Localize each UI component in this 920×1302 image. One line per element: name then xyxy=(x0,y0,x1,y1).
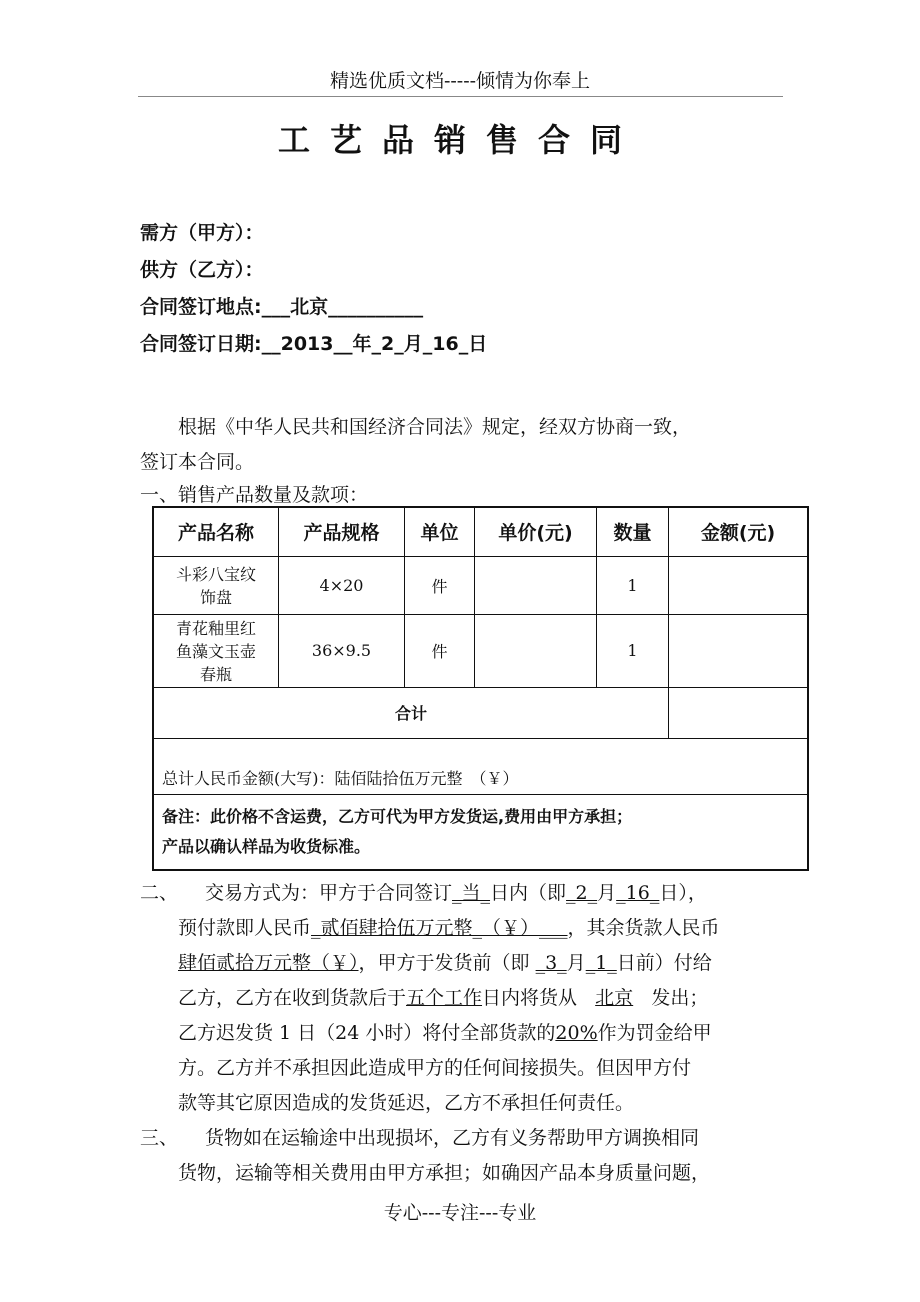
cell-spec: 36×9.5 xyxy=(279,614,405,687)
date-day-unit: 日 xyxy=(468,333,488,355)
page-footer: 专心---专注---专业 xyxy=(383,1202,537,1224)
cell-product-name xyxy=(153,556,279,614)
section2-line-4 xyxy=(178,983,708,1010)
section2-line-6: 方。乙方并不承担因此造成甲方的任何间接损失。但因甲方付 xyxy=(178,1057,692,1079)
underlined-value: _当_ xyxy=(452,882,491,904)
text-span: 日内（即 xyxy=(490,882,567,904)
text-span: ，甲方于发货前（即 xyxy=(358,952,530,974)
col-header-spec: 产品规格 xyxy=(279,507,405,556)
text-span: 日内将货从 xyxy=(482,987,578,1009)
date-line xyxy=(140,329,487,356)
underlined-value: _16_ xyxy=(616,882,660,904)
buyer-line xyxy=(140,218,264,245)
product-name-line: 春瓶 xyxy=(199,665,232,684)
page-header: 精选优质文档-----倾情为你奉上 xyxy=(329,70,591,92)
total-amount-text: 总计人民币金额(大写)：陆佰陆拾伍万元整 （￥） xyxy=(153,738,808,794)
underlined-value: 20% xyxy=(555,1022,598,1044)
section2-number: 二、 xyxy=(140,882,179,904)
col-header-amount: 金额(元) xyxy=(669,507,809,556)
underlined-value: 北京 xyxy=(595,987,634,1009)
underlined-value: _贰佰肆拾伍万元整_（￥）___ xyxy=(311,917,568,939)
cell-amount xyxy=(669,556,809,614)
underlined-value: 五个工作 xyxy=(406,987,483,1009)
total-row xyxy=(153,738,808,794)
col-header-unit: 单位 xyxy=(405,507,475,556)
table-row xyxy=(153,614,808,687)
underlined-value: 肆佰贰拾万元整（￥） xyxy=(178,952,359,974)
header-divider xyxy=(138,96,783,97)
text-span: 乙方，乙方在收到货款后于 xyxy=(178,987,407,1009)
cell-qty: 1 xyxy=(597,614,669,687)
seller-line xyxy=(140,255,264,282)
cell-unit: 件 xyxy=(405,556,475,614)
date-year-unit: 年 xyxy=(352,333,372,355)
col-header-price: 单价(元) xyxy=(475,507,597,556)
col-header-qty: 数量 xyxy=(597,507,669,556)
product-name-line: 青花釉里红 xyxy=(175,619,256,638)
date-label: 合同签订日期: xyxy=(140,333,262,355)
col-header-name: 产品名称 xyxy=(153,507,279,556)
subtotal-label: 合计 xyxy=(153,687,669,738)
date-day: _16_ xyxy=(422,333,469,355)
cell-spec: 4×20 xyxy=(279,556,405,614)
date-month: _2_ xyxy=(371,333,404,355)
underlined-value: _3_ xyxy=(535,952,567,974)
table-row xyxy=(153,556,808,614)
text-span: 乙方迟发货 1 日（24 小时）将付全部货款的 xyxy=(178,1022,556,1044)
text-span: 发出； xyxy=(651,987,709,1009)
section2-line-5 xyxy=(178,1018,712,1045)
subtotal-value xyxy=(669,687,809,738)
cell-unit: 件 xyxy=(405,614,475,687)
cell-product-name xyxy=(153,614,279,687)
underlined-value: _1_ xyxy=(585,952,617,974)
cell-price xyxy=(475,614,597,687)
remark-row xyxy=(153,794,808,870)
remark-cell xyxy=(153,794,808,870)
intro-line-1: 根据《中华人民共和国经济合同法》规定，经双方协商一致， xyxy=(178,416,692,438)
section2-line-2 xyxy=(178,913,720,940)
contract-title: 工艺品销售合同 xyxy=(277,121,642,159)
section2-line-3 xyxy=(178,948,712,975)
date-month-unit: 月 xyxy=(403,333,423,355)
text-span: ，其余货款人民币 xyxy=(567,917,720,939)
text-span: 月 xyxy=(597,882,617,904)
section2-line-1 xyxy=(205,878,707,905)
product-name-line: 饰盘 xyxy=(199,588,232,607)
section2-line-7: 款等其它原因造成的发货延迟，乙方不承担任何责任。 xyxy=(178,1092,635,1114)
product-name-line: 斗彩八宝纹 xyxy=(175,565,256,584)
text-span: 作为罚金给甲 xyxy=(597,1022,712,1044)
section3-number: 三、 xyxy=(140,1127,179,1149)
cell-amount xyxy=(669,614,809,687)
buyer-label: 需方（甲方）： xyxy=(140,222,264,244)
cell-price xyxy=(475,556,597,614)
section1-title: 一、销售产品数量及款项： xyxy=(140,484,369,506)
text-span: 日前）付给 xyxy=(616,952,712,974)
remark-line: 产品以确认样品为收货标准。 xyxy=(162,836,371,856)
seller-label: 供方（乙方）： xyxy=(140,259,264,281)
place-value: ___北京__________ xyxy=(261,296,424,318)
text-span: 预付款即人民币 xyxy=(178,917,312,939)
text-span: 日）， xyxy=(659,882,707,904)
place-line xyxy=(140,292,423,319)
goods-table xyxy=(152,506,809,871)
product-name-line: 鱼藻文玉壶 xyxy=(175,642,256,661)
subtotal-row xyxy=(153,687,808,738)
cell-qty: 1 xyxy=(597,556,669,614)
text-span: 交易方式为：甲方于合同签订 xyxy=(205,882,453,904)
date-year: __2013__ xyxy=(261,333,353,355)
underlined-value: _2_ xyxy=(566,882,598,904)
table-header-row xyxy=(153,507,808,556)
intro-line-2: 签订本合同。 xyxy=(140,451,255,473)
remark-line: 备注：此价格不含运费，乙方可代为甲方发货运,费用由甲方承担； xyxy=(162,806,633,826)
text-span: 月 xyxy=(566,952,586,974)
section3-line-1: 货物如在运输途中出现损坏，乙方有义务帮助甲方调换相同 xyxy=(205,1127,700,1149)
section3-line-2: 货物，运输等相关费用由甲方承担；如确因产品本身质量问题， xyxy=(178,1162,711,1184)
place-label: 合同签订地点: xyxy=(140,296,262,318)
